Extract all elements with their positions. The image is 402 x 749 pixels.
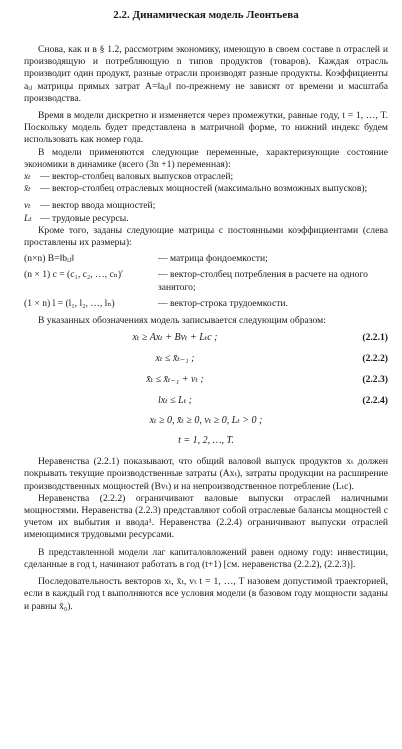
matrix-dimension: (1 × n) l = (l₁, l₂, …, lₙ) (24, 297, 115, 309)
paragraph-intro: Снова, как и в § 1.2, рассмотрим экономику, имеющую в своем составе n отраслей и производящую и потребляющую n типов продуктов (товаров). Каждая отрасль производит один продукт, разные отрасли производят разные продукты. Коэффициенты aᵢⱼ матрицы прямых затрат A=‖aᵢⱼ‖ по-прежнему не зависят от времени и масштаба производства. (24, 44, 388, 104)
equation-conditions: xₜ ≥ 0, x̄ₜ ≥ 0, vₜ ≥ 0, Lₜ > 0 ; (149, 415, 263, 427)
variable-list (24, 171, 388, 225)
equation-formula: x̄ₜ ≤ x̄ₜ₋₁ + vₜ ; (146, 373, 204, 385)
equation-row (24, 390, 388, 411)
equation-formula: xₜ ≥ Axₜ + Bvₜ + Lₜc ; (132, 331, 218, 343)
matrix-description: — вектор-строка трудоемкости. (158, 297, 288, 309)
matrix-dimension: (n × 1) c = (c₁, c₂, …, cₙ)′ (24, 269, 124, 281)
equation-number: (2.2.4) (362, 394, 388, 406)
paragraph-trajectory: Последовательность векторов xₜ, x̄ₜ, vₜ t = 1, …, T назовем допустимой траекторией, если в каждый год t выполняются все условия модели (в базовом году мощности заданы и равны x̄₀). (24, 576, 388, 612)
variable-item (24, 183, 388, 195)
equation-row (24, 369, 388, 390)
paragraph-model: В указанных обозначениях модель записывается следующим образом: (38, 315, 326, 327)
variable-description: — трудовые ресурсы. (40, 212, 129, 224)
section-title: 2.2. Динамическая модель Леонтьева (113, 9, 299, 21)
matrix-item (24, 298, 388, 310)
equation-number: (2.2.2) (362, 352, 388, 364)
equation-number: (2.2.3) (362, 373, 388, 385)
variable-item (24, 171, 388, 183)
matrix-list (24, 253, 388, 310)
equation-row (24, 348, 388, 369)
paragraph-time: Время в модели дискретно и изменяется через промежутки, равные году, t = 1, …, T. Поскольку модель будет представлена в матричной форме, то нижний индекс будем использовать как номер года. (24, 110, 388, 146)
variable-description: — вектор-столбец валовых выпусков отраслей; (40, 171, 234, 183)
matrix-item (24, 269, 388, 293)
equation-number: (2.2.1) (362, 331, 388, 343)
matrix-description: — вектор-столбец потребления в расчете на одного занятого; (158, 269, 368, 293)
equation-block (24, 327, 388, 451)
paragraph-matrices: Кроме того, заданы следующие матрицы с постоянными коэффициентами (слева проставлены их размеры): (24, 224, 388, 249)
variable-symbol: vₜ (24, 200, 31, 212)
paragraph-lag: В представленной модели лаг капиталовложений равен одному году: инвестиции, сделанные в год t, начинают работать в год (t+1) [см. неравенства (2.2.2), (2.2.3)]. (24, 546, 388, 570)
equation-formula: xₜ ≤ x̄ₜ₋₁ ; (155, 352, 195, 364)
paragraph-constraints: Неравенства (2.2.2) ограничивают валовые выпуски отраслей наличными мощностями. Неравенства (2.2.3) представляют собой отраслевые балансы мощностей с учетом их выбытия и ввода¹. Неравенства (2.2.4) ограничивают выпуски отраслей имеющимися трудовыми ресурсами. (24, 492, 388, 541)
variable-symbol: Lₜ (24, 212, 32, 224)
variable-item (24, 213, 388, 225)
equation-formula: lxₜ ≤ Lₜ ; (157, 394, 193, 406)
matrix-description: — матрица фондоемкости; (158, 253, 268, 265)
matrix-dimension: (n×n) B=‖bᵢⱼ‖ (24, 253, 74, 265)
equation-row (24, 327, 388, 348)
paragraph-interpretation: Неравенства (2.2.1) показывают, что общий валовой выпуск продуктов xₜ должен покрывать текущие производственные затраты (Axₜ), затраты продукции на расширение производственных мощностей (Bvₜ) и на непроизводственное потребление (Lₜc). (24, 456, 388, 492)
variable-description: — вектор-столбец отраслевых мощностей (максимально возможных выпусков); (40, 183, 368, 195)
variable-item (24, 200, 388, 212)
matrix-item (24, 253, 388, 265)
variable-symbol: x̄ₜ (24, 183, 31, 195)
variable-description: — вектор ввода мощностей; (40, 200, 156, 212)
paragraph-variables: В модели применяются следующие переменные, характеризующие состояние экономики в динамике (всего (3n +1) переменная): (24, 146, 388, 170)
variable-symbol: xₜ (24, 171, 31, 183)
equation-range: t = 1, 2, …, T. (178, 435, 234, 447)
